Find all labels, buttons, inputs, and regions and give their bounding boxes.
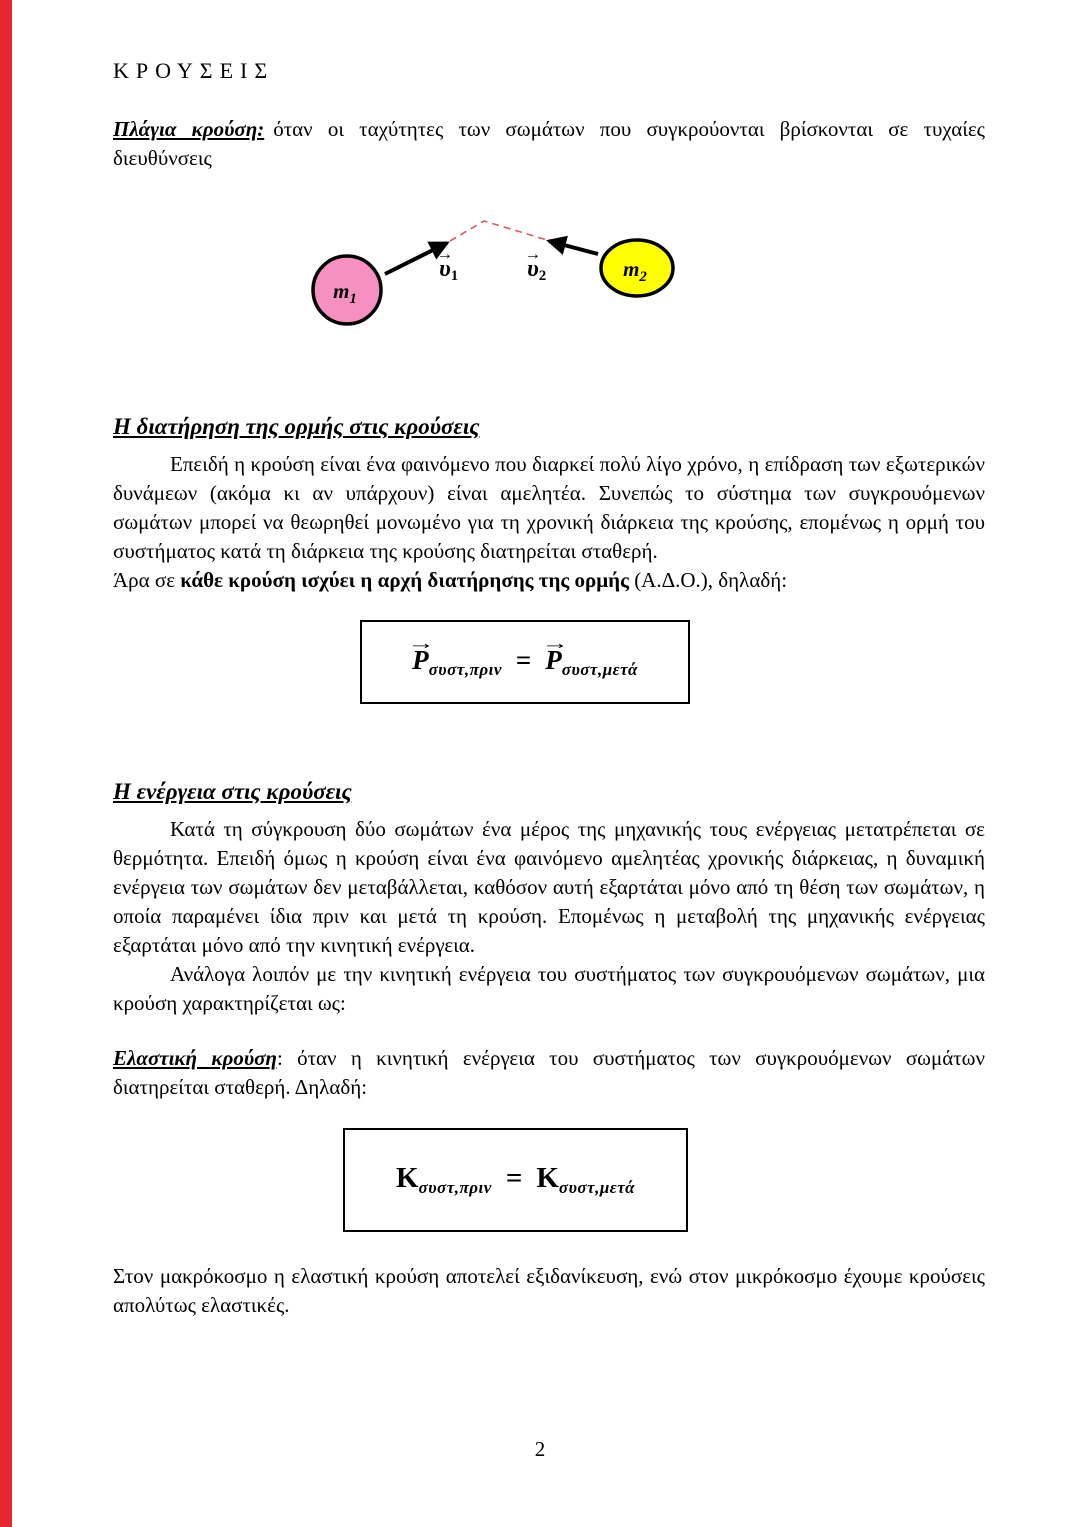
vector-arrow-icon: → <box>436 243 454 263</box>
velocity-v1-label: → $\upsilon_1$ <box>436 243 459 284</box>
momentum-section-heading: Η διατήρηση της ορμής στις κρούσεις <box>113 414 480 439</box>
elastic-collision-definition <box>113 1044 985 1102</box>
momentum-conclusion <box>113 566 985 595</box>
oblique-collision-definition <box>113 115 985 173</box>
energy-paragraph-1: Κατά τη σύγκρουση δύο σωμάτων ένα μέρος της μηχανικής τους ενέργειας μετατρέπεται σε θερμότητα. Επειδή όμως η κρούση είναι ένα φαινόμενο αμελητέας χρονικής διάρκειας, η δυναμική ενέργεια των σωμάτων δεν μεταβάλλεται, καθόσον αυτή εξαρτάται μόνο από τη θέση των σωμάτων, η οποία παραμένει ίδια πριν και μετά τη κρούση. Επομένως η μεταβολή της μηχανικής ενέργειας εξαρτάται μόνο από την κινητική ενέργεια. <box>113 817 985 957</box>
trajectory-dashed-path <box>450 221 547 241</box>
kinetic-energy-formula-box <box>343 1128 688 1232</box>
collision-diagram <box>113 206 985 341</box>
elastic-collision-term: Ελαστική κρούση <box>113 1046 277 1070</box>
conclusion-bold: κάθε κρούση ισχύει η αρχή διατήρησης της ορμής <box>180 568 629 592</box>
energy-section-heading: Η ενέργεια στις κρούσεις <box>113 779 352 804</box>
energy-paragraph-2: Ανάλογα λοιπόν με την κινητική ενέργεια του συστήματος των συγκρουόμενων σωμάτων, μια κρούση χαρακτηρίζεται ως: <box>113 962 985 1015</box>
momentum-paragraph: Επειδή η κρούση είναι ένα φαινόμενο που διαρκεί πολύ λίγο χρόνο, η επίδραση των εξωτερικών δυνάμεων (ακόμα κι αν υπάρχουν) είναι αμελητέα. Συνεπώς το σύστημα των συγκρουόμενων σωμάτων μπορεί να θεωρηθεί μονωμένο για τη χρονική διάρκεια της κρούσης, επομένως η ορμή του συστήματος κατά τη διάρκεια της κρούσης διατηρείται σταθερή. <box>113 452 985 563</box>
vector-arrow-icon: → <box>540 632 569 653</box>
collision-diagram-canvas <box>295 206 695 341</box>
conclusion-prefix: Άρα σε <box>113 568 181 592</box>
vector-arrow-icon: → <box>407 632 436 653</box>
kinetic-energy-formula: $K_{\sigma\upsilon\sigma\tau,\pi\rho\iota\nu} = K_{\sigma\upsilon\sigma\tau,\mu\varepsilon\tau ά}$ <box>395 1162 635 1197</box>
document-title: ΚΡΟΥΣΕΙΣ <box>113 58 275 83</box>
vector-arrow-icon: → <box>524 243 542 263</box>
oblique-collision-term: Πλάγια κρούση: <box>113 117 265 141</box>
velocity-v2-label: → $\upsilon_2$ <box>524 243 547 284</box>
mass2-label: $m_2$ <box>623 257 647 285</box>
elastic-collision-text: : όταν η κινητική ενέργεια του συστήματος των συγκρουόμενων σωμάτων διατηρείται σταθερή. Δηλαδή: <box>113 1046 985 1099</box>
momentum-formula: → $P_{\sigma\upsilon\sigma\tau,\pi\rho\iota\nu}$ = → $P_{\sigma\upsilon\sigma\tau,\mu\varepsilon\tau ά}$ <box>407 632 638 679</box>
closing-paragraph: Στον μακρόκοσμο η ελαστική κρούση αποτελεί εξιδανίκευση, ενώ στον μικρόκοσμο έχουμε κρούσεις απολύτως ελαστικές. <box>113 1264 985 1317</box>
page-edge-stripe <box>0 0 12 1527</box>
conclusion-suffix: (Α.Δ.Ο.), δηλαδή: <box>628 568 788 592</box>
mass1-label: $m_1$ <box>333 279 357 307</box>
page-number: 2 <box>534 1437 546 1461</box>
velocity2-arrow <box>549 241 598 254</box>
oblique-collision-text: όταν οι ταχύτητες των σωμάτων που συγκρούονται βρίσκονται σε τυχαίες διευθύνσεις <box>113 117 985 170</box>
momentum-formula-box <box>360 620 690 704</box>
